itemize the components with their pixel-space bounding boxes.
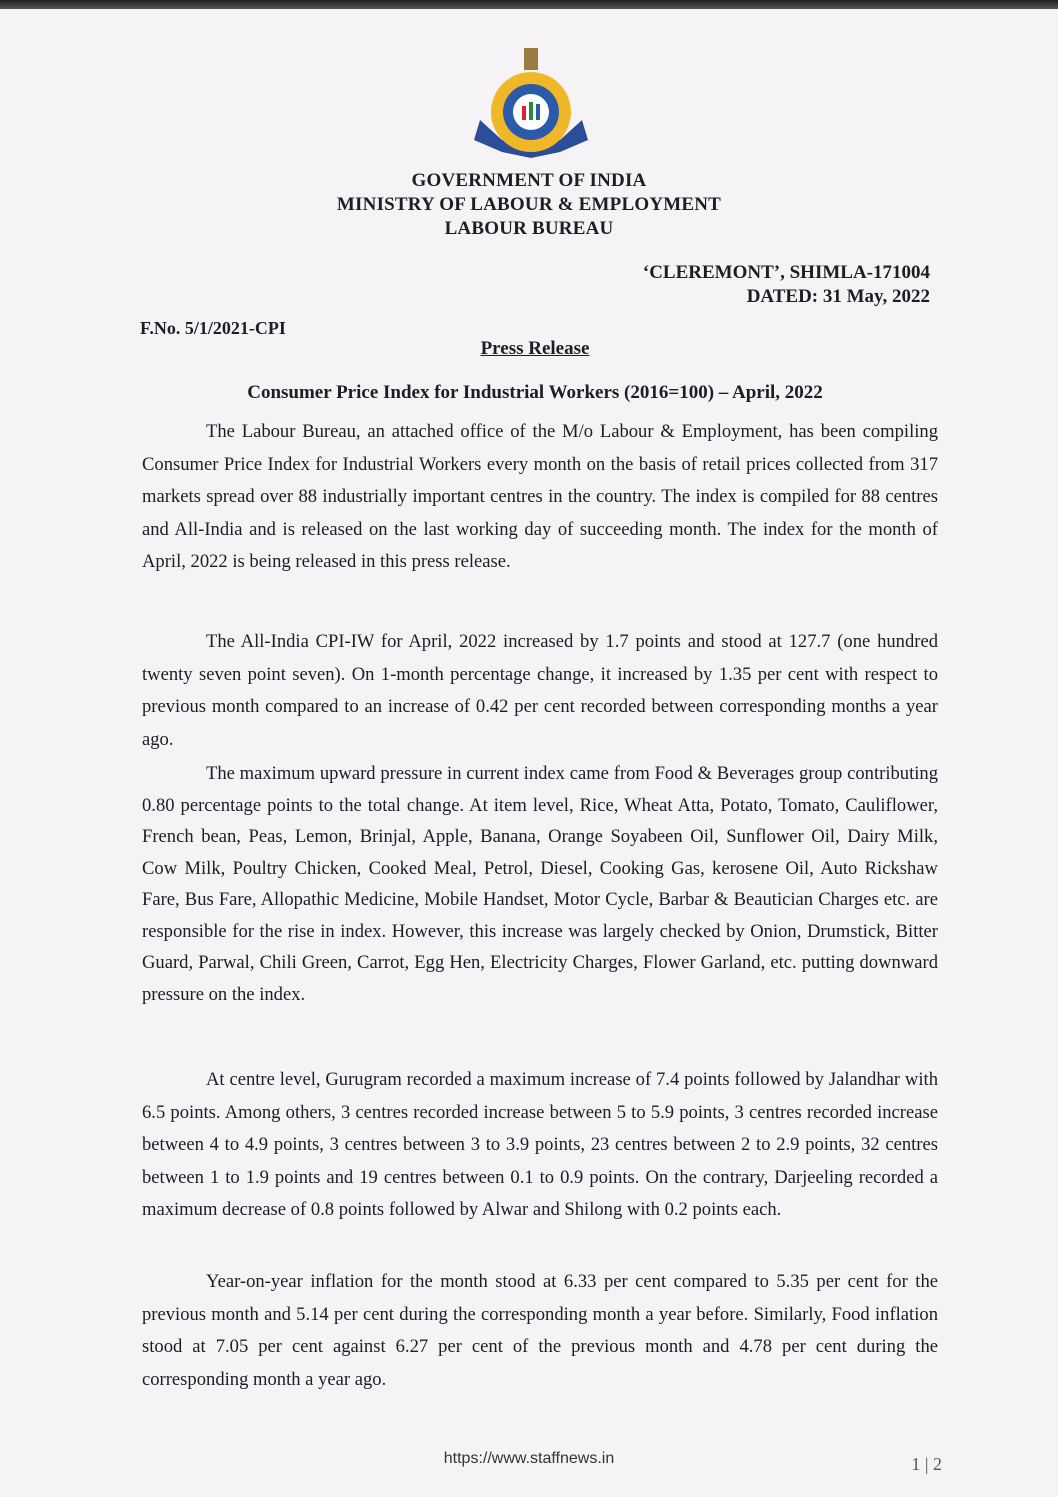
paragraph-inflation: Year-on-year inflation for the month stood at 6.33 per cent compared to 5.35 per cent for the previous month and 5.14 per cent during the corresponding month a year before. Similarly, Food inflation stood at 7.05 per cent against 6.27 per cent of the previous month and 4.78 per cent during the corresponding month a year ago. <box>142 1271 938 1390</box>
date: DATED: 31 May, 2022 <box>746 286 930 307</box>
document-title: Consumer Price Index for Industrial Workers (2016=100) – April, 2022 <box>247 382 823 403</box>
paragraph-all-india-index: The All-India CPI-IW for April, 2022 increased by 1.7 points and stood at 127.7 (one hundred twenty seven point seven). On 1-month percentage change, it increased by 1.35 per cent with respect to previous month compared to an increase of 0.42 per cent recorded between corresponding months a year ago. <box>142 631 938 750</box>
press-release-label: Press Release <box>480 338 590 359</box>
file-number: F.No. 5/1/2021-CPI <box>140 318 286 338</box>
labour-bureau-emblem-logo <box>472 48 590 170</box>
govt-heading: GOVERNMENT OF INDIA <box>411 170 647 191</box>
ministry-heading: MINISTRY OF LABOUR & EMPLOYMENT <box>336 194 722 215</box>
paragraph-intro: The Labour Bureau, an attached office of the M/o Labour & Employment, has been compiling Consumer Price Index for Industrial Workers every month on the basis of retail prices collected from 317 markets spread over 88 industrially important centres in the country. The index is compiled for 88 centres and All-India and is released on the last working day of succeeding month. The index for the month of April, 2022 is being released in this press release. <box>142 421 938 572</box>
footer-url: https://www.staffnews.in <box>443 1450 615 1467</box>
paragraph-upward-pressure: The maximum upward pressure in current index came from Food & Beverages group contributing 0.80 percentage points to the total change. At item level, Rice, Wheat Atta, Potato, Tomato, Cauliflower, French bean, Peas, Lemon, Brinjal, Apple, Banana, Orange Soyabeen Oil, Sunflower Oil, Dairy Milk, Cow Milk, Poultry Chicken, Cooked Meal, Petrol, Diesel, Cooking Gas, kerosene Oil, Auto Rickshaw Fare, Bus Fare, Allopathic Medicine, Mobile Handset, Motor Cycle, Barbar & Beautician Charges etc. are responsible for the rise in index. However, this increase was largely checked by Onion, Drumstick, Bitter Guard, Parwal, Chili Green, Carrot, Egg Hen, Electricity Charges, Flower Garland, etc. putting downward pressure on the index. <box>142 763 938 1005</box>
bureau-heading: LABOUR BUREAU <box>444 218 614 239</box>
paragraph-centre-level: At centre level, Gurugram recorded a maximum increase of 7.4 points followed by Jalandhar with 6.5 points. Among others, 3 centres recorded increase between 5 to 5.9 points, 3 centres recorded increase between 4 to 4.9 points, 3 centres between 3 to 3.9 points, 23 centres between 2 to 2.9 points, 32 centres between 1 to 1.9 points and 19 centres between 0.1 to 0.9 points. On the contrary, Darjeeling recorded a maximum decrease of 0.8 points followed by Alwar and Shilong with 0.2 points each. <box>142 1069 938 1220</box>
address: ‘CLEREMONT’, SHIMLA-171004 <box>642 262 930 283</box>
scan-edge <box>0 0 1058 9</box>
page-number: 1 | 2 <box>911 1454 942 1474</box>
